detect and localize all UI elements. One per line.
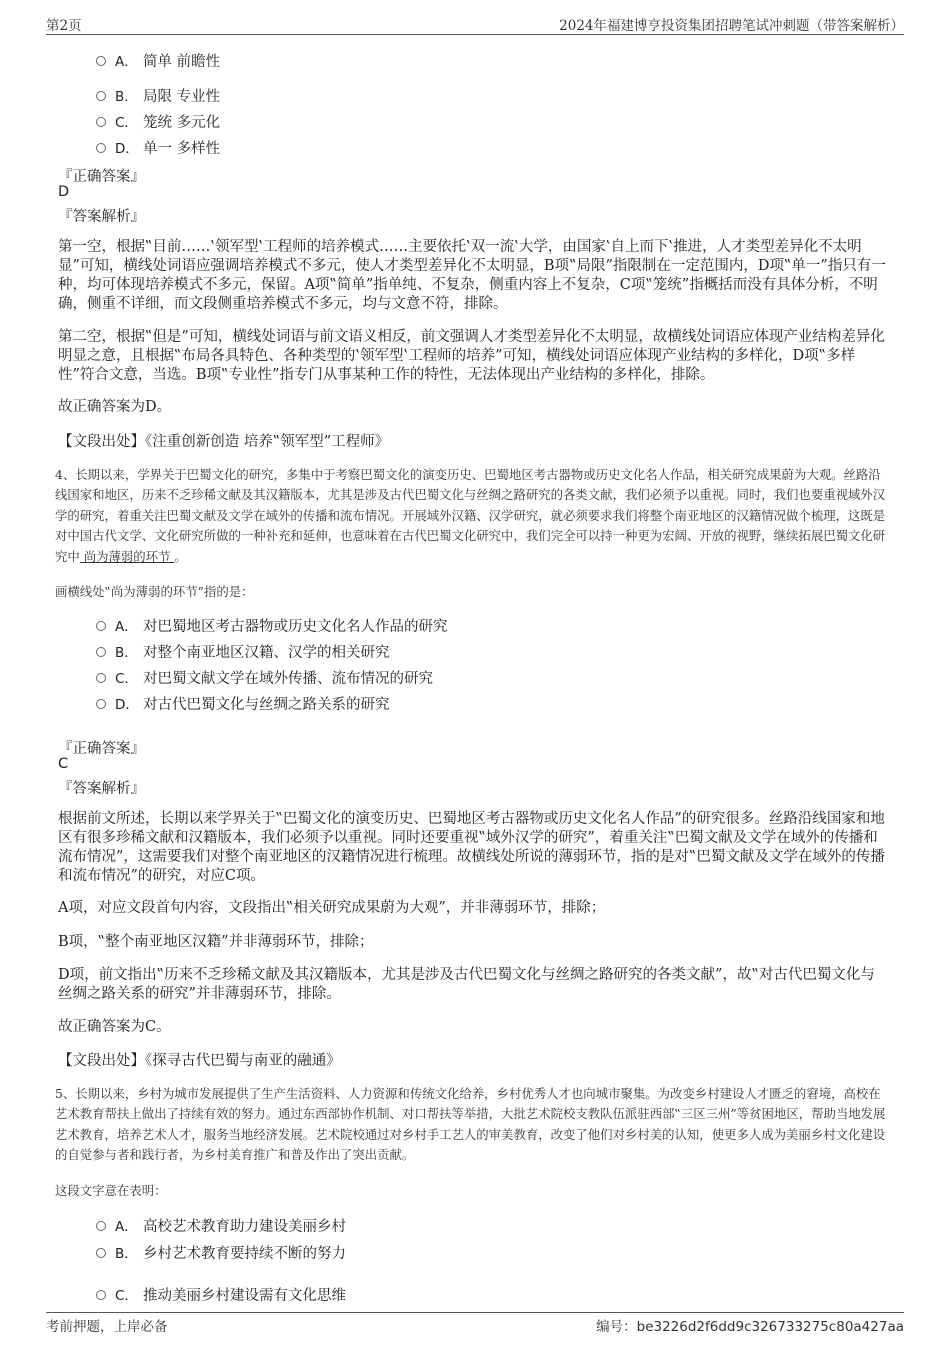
radio-icon[interactable]	[96, 56, 106, 66]
question-passage: 5、长期以来，乡村为城市发展提供了生产生活资料、人力资源和传统文化给养，乡村优秀人才也向城市聚集。为改变乡村建设人才匮乏的窘境，高校在艺术教育帮扶上做出了持续有效的努力。通过东西部协作机制、对口帮扶等举措，大批艺术院校支教队伍派驻西部‟三区三州”等贫困地区，帮助当地发展艺术教育，培养艺术人才，服务当地经济发展。艺术院校通过对乡村手工艺人的审美教育，改变了他们对乡村美的认知，使更多人成为美丽乡村文化建设的自觉参与者和践行者，为乡村美育推广和普及作出了突出贡献。	[55, 1086, 886, 1163]
option-c[interactable]	[96, 1284, 346, 1305]
option-letter: C．	[115, 1288, 138, 1304]
footer-slogan: 考前押题，上岸必备	[46, 1319, 168, 1335]
radio-icon[interactable]	[96, 621, 106, 631]
option-letter: B．	[115, 89, 138, 105]
radio-icon[interactable]	[96, 1221, 106, 1231]
option-text: 乡村艺术教育要持续不断的努力	[143, 1246, 346, 1262]
answer-label: 『正确答案』	[58, 741, 145, 757]
option-letter: B．	[115, 645, 138, 661]
question-prompt: 画横线处‟尚为薄弱的环节”指的是：	[55, 584, 254, 599]
radio-icon[interactable]	[96, 91, 106, 101]
radio-icon[interactable]	[96, 1290, 106, 1300]
option-text: 对整个南亚地区汉籍、汉学的相关研究	[143, 645, 390, 661]
radio-icon[interactable]	[96, 143, 106, 153]
document-title: 2024年福建博亨投资集团招聘笔试冲刺题（带答案解析）	[559, 18, 904, 34]
analysis-label: 『答案解析』	[58, 781, 145, 797]
analysis-conclusion: 故正确答案为C。	[58, 1019, 171, 1035]
radio-icon[interactable]	[96, 699, 106, 709]
option-text: 对巴蜀文献文学在域外传播、流布情况的研究	[143, 671, 433, 687]
option-d[interactable]	[96, 137, 220, 158]
answer-value: D	[58, 184, 70, 200]
option-letter: C．	[115, 671, 138, 687]
question-passage	[55, 465, 890, 567]
question-prompt: 这段文字意在表明：	[55, 1183, 167, 1198]
option-letter: A．	[115, 54, 138, 70]
analysis-paragraph: 根据前文所述，长期以来学界关于‟巴蜀文化的演变历史、巴蜀地区考古器物或历史文化名人作品”的研究很多。丝路沿线国家和地区有很多珍稀文献和汉籍版本，我们必须予以重视。同时还要重视‟域外汉学的研究”，着重关注‟巴蜀文献及文学在域外的传播和流布情况”，这需要我们对整个南亚地区的汉籍情况进行梳理。故横线处所说的薄弱环节，指的是对‟巴蜀文献及文学在域外的传播和流布情况”的研究，对应C项。	[58, 811, 885, 884]
option-b[interactable]	[96, 85, 220, 106]
option-text: 对巴蜀地区考古器物或历史文化名人作品的研究	[143, 619, 448, 635]
radio-icon[interactable]	[96, 647, 106, 657]
option-text: 推动美丽乡村建设需有文化思维	[143, 1288, 346, 1304]
option-a[interactable]	[96, 615, 448, 636]
option-c[interactable]	[96, 111, 220, 132]
underlined-phrase: 尚为薄弱的环节	[79, 548, 175, 564]
page-header	[46, 14, 904, 35]
radio-icon[interactable]	[96, 673, 106, 683]
analysis-label: 『答案解析』	[58, 209, 145, 225]
analysis-conclusion: 故正确答案为D。	[58, 399, 172, 415]
option-text: 高校艺术教育助力建设美丽乡村	[143, 1219, 346, 1235]
analysis-paragraph: B项，‟整个南亚地区汉籍”并非薄弱环节，排除；	[58, 934, 374, 950]
option-d[interactable]	[96, 693, 390, 714]
option-letter: A．	[115, 1219, 138, 1235]
option-letter: B．	[115, 1246, 138, 1262]
option-letter: C．	[115, 115, 138, 131]
analysis-paragraph: 第二空，根据‟但是”可知，横线处词语与前文语义相反，前文强调人才类型差异化不太明显，故横线处词语应体现产业结构差异化明显之意，且根据‟布局各具特色、各种类型的‛领军型‛工程师的培养”可知，横线处词语应体现产业结构的多样化，D项‟多样性”符合文意，当选。B项‟专业性”指专门从事某种工作的特性，无法体现出产业结构的多样化，排除。	[58, 329, 885, 383]
analysis-paragraph: 第一空，根据‟目前……‛领军型‛工程师的培养模式……主要依托‛双一流‛大学，由国家‛自上而下‛推进，人才类型差异化不太明显”可知，横线处词语应强调培养模式不多元，使人才类型差异化不太明显，B项‟局限”指限制在一定范围内，D项‟单一”指只有一种，均可体现培养模式不多元，保留。A项‟简单”指单纯、不复杂，侧重内容上不复杂，C项‟笼统”指概括而没有具体分析，不明确，侧重不详细，而文段侧重培养模式不多元，均与文意不符，排除。	[58, 239, 886, 312]
option-text: 单一 多样性	[143, 141, 221, 157]
source-citation: 【文段出处】《注重创新创造 培养‟领军型”工程师》	[58, 434, 390, 450]
option-b[interactable]	[96, 641, 390, 662]
passage-text: 4、长期以来，学界关于巴蜀文化的研究，多集中于考察巴蜀文化的演变历史、巴蜀地区考古器物或历史文化名人作品，相关研究成果蔚为大观。丝路沿线国家和地区，历来不乏珍稀文献及其汉籍版本，尤其是涉及古代巴蜀文化与丝绸之路研究的各类文献，我们必须予以重视。同时，我们也要重视域外汉学的研究，着重关注巴蜀文献及文学在域外的传播和流布情况。开展域外汉籍、汉学研究，就必须要求我们将整个南亚地区的汉籍情况做个梳理，这既是对中国古代文学、文化研究所做的一种补充和延伸，也意味着在古代巴蜀文化研究中，我们完全可以持一种更为宏阔、开放的视野，继续拓展巴蜀文化研究中	[55, 467, 886, 564]
answer-label: 『正确答案』	[58, 169, 145, 185]
option-letter: D．	[115, 697, 139, 713]
code-label: 编号：	[596, 1319, 637, 1335]
option-text: 笼统 多元化	[143, 115, 221, 131]
page-footer	[46, 1312, 904, 1335]
option-a[interactable]	[96, 50, 220, 71]
answer-value: C	[58, 756, 69, 772]
document-code	[596, 1315, 904, 1335]
radio-icon[interactable]	[96, 117, 106, 127]
code-value: be3226d2f6dd9c326733275c80a427aa	[636, 1319, 904, 1335]
option-c[interactable]	[96, 667, 433, 688]
option-a[interactable]	[96, 1215, 346, 1236]
radio-icon[interactable]	[96, 1248, 106, 1258]
option-letter: A．	[115, 619, 138, 635]
page-number: 第2页	[46, 18, 82, 34]
analysis-paragraph: D项，前文指出‟历来不乏珍稀文献及其汉籍版本，尤其是涉及古代巴蜀文化与丝绸之路研究的各类文献”，故‟对古代巴蜀文化与丝绸之路关系的研究”并非薄弱环节，排除。	[58, 967, 875, 1002]
source-citation: 【文段出处】《探寻古代巴蜀与南亚的融通》	[58, 1053, 341, 1069]
passage-end: 。	[174, 548, 187, 564]
analysis-paragraph: A项，对应文段首句内容，文段指出‟相关研究成果蔚为大观”，并非薄弱环节，排除；	[58, 900, 606, 916]
option-b[interactable]	[96, 1242, 346, 1263]
option-text: 局限 专业性	[143, 89, 221, 105]
option-text: 对古代巴蜀文化与丝绸之路关系的研究	[143, 697, 390, 713]
option-text: 简单 前瞻性	[143, 54, 221, 70]
option-letter: D．	[115, 141, 139, 157]
